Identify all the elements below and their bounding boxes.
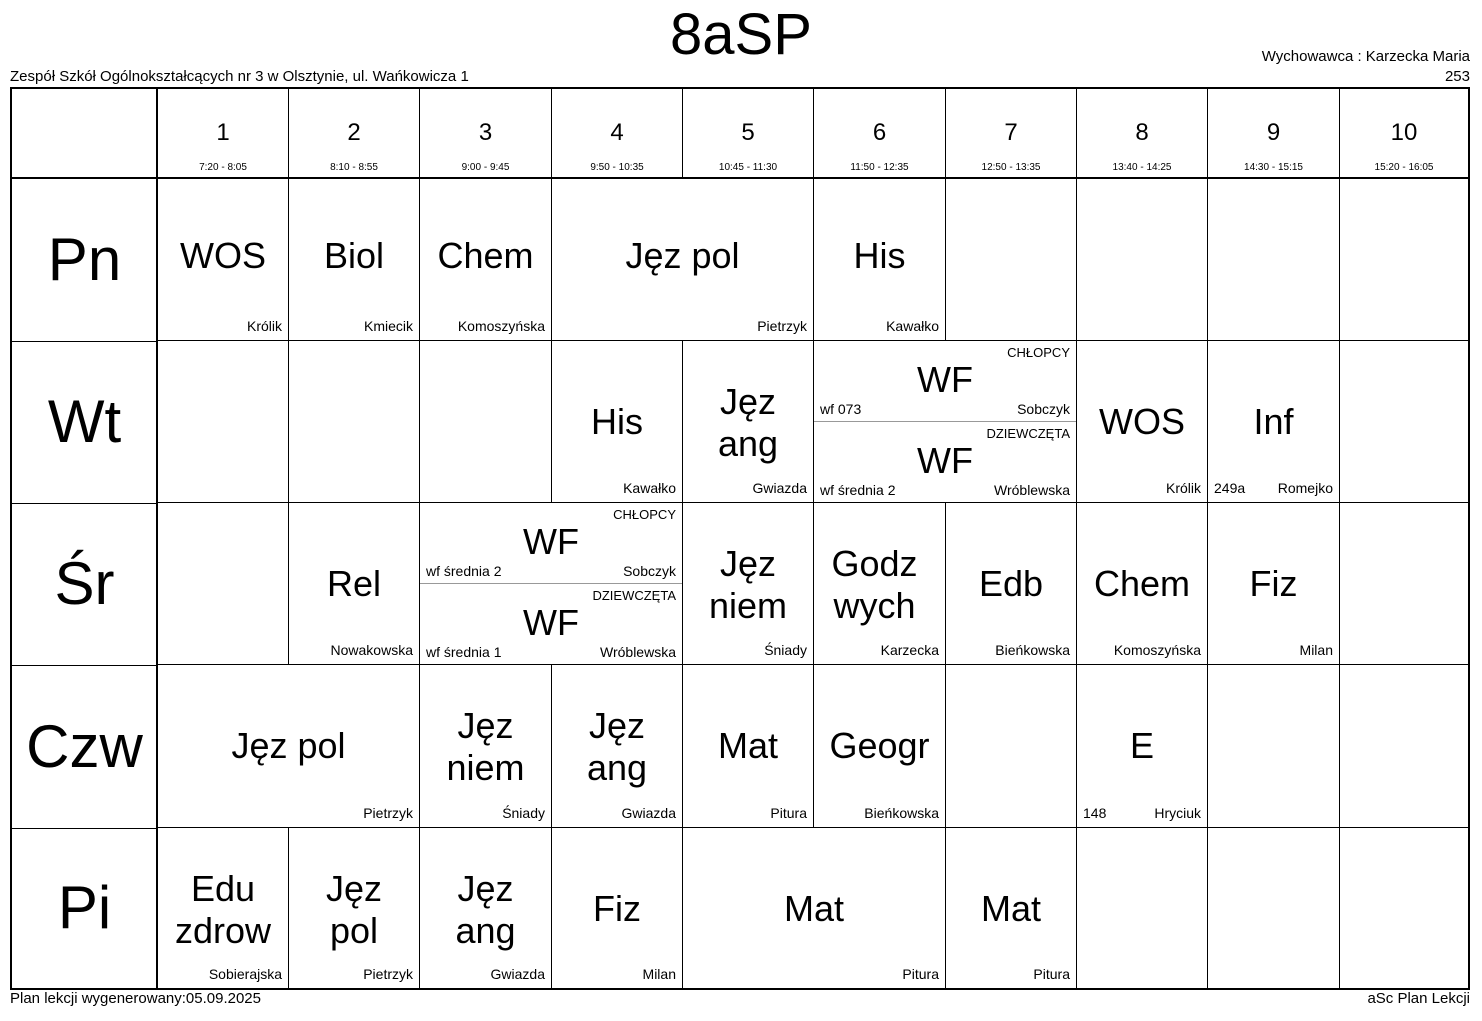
lesson-cell[interactable]	[1208, 503, 1340, 665]
split-lesson-cell[interactable]	[814, 341, 1077, 503]
period-number: 3	[478, 119, 493, 146]
lesson-subject: E	[1129, 725, 1154, 766]
period-header	[289, 89, 420, 177]
lesson-room: 148	[1083, 805, 1107, 821]
lesson-teacher: Komoszyńska	[457, 318, 545, 334]
empty-cell	[420, 341, 552, 503]
lesson-teacher: Wróblewska	[600, 644, 676, 660]
lesson-teacher: Królik	[1165, 480, 1201, 496]
empty-cell	[1208, 828, 1340, 988]
period-header	[1340, 89, 1468, 177]
generated-date: Plan lekcji wygenerowany:05.09.2025	[10, 990, 261, 1007]
lesson-teacher: Kawałko	[886, 318, 939, 334]
lesson-cell[interactable]	[814, 503, 946, 665]
empty-cell	[1208, 665, 1340, 828]
lesson-subject: Jęz pol	[231, 725, 346, 766]
lesson-cell[interactable]	[552, 828, 683, 988]
lesson-cell[interactable]	[814, 179, 946, 341]
period-number: 2	[347, 119, 361, 146]
empty-cell	[1340, 341, 1468, 503]
lesson-teacher: Gwiazda	[621, 805, 676, 821]
empty-cell	[946, 179, 1077, 341]
day-label: Pi	[57, 874, 112, 941]
lesson-teacher: Nowakowska	[330, 642, 413, 658]
empty-cell	[1340, 503, 1468, 665]
lesson-teacher: Gwiazda	[752, 480, 807, 496]
lesson-teacher: Bieńkowska	[864, 805, 939, 821]
lesson-teacher: Sobczyk	[1017, 401, 1070, 417]
period-header	[1208, 89, 1340, 177]
period-header	[683, 89, 814, 177]
period-time: 12:50 - 13:35	[981, 162, 1041, 173]
lesson-cell[interactable]	[289, 828, 420, 988]
empty-cell	[1340, 665, 1468, 828]
lesson-subject: WOS	[1099, 401, 1185, 442]
lesson-cell[interactable]	[683, 665, 814, 828]
lesson-subject: Biol	[323, 235, 385, 276]
brand-label: aSc Plan Lekcji	[1367, 990, 1470, 1007]
lesson-group-boys[interactable]	[814, 341, 1076, 421]
lesson-cell[interactable]	[158, 828, 289, 988]
lesson-teacher: Gwiazda	[490, 966, 545, 982]
empty-cell	[1340, 828, 1468, 988]
lesson-cell[interactable]	[683, 828, 946, 988]
empty-cell	[1077, 179, 1208, 341]
lesson-room: wf średnia 2	[426, 563, 502, 579]
period-header	[946, 89, 1077, 177]
lesson-cell[interactable]	[1077, 341, 1208, 503]
lesson-group: DZIEWCZĘTA	[592, 588, 676, 603]
period-header	[552, 89, 683, 177]
period-time: 7:20 - 8:05	[199, 162, 247, 173]
lesson-teacher: Sobierajska	[208, 966, 282, 982]
school-name: Zespół Szkół Ogólnokształcących nr 3 w Olsztynie, ul. Wańkowicza 1	[10, 68, 469, 85]
lesson-teacher: Sobczyk	[623, 563, 676, 579]
period-time: 10:45 - 11:30	[718, 162, 778, 173]
lesson-group: CHŁOPCY	[613, 507, 676, 522]
lesson-teacher: Karzecka	[880, 642, 939, 658]
lesson-subject: Geogr	[829, 725, 930, 766]
period-number: 10	[1390, 119, 1418, 146]
empty-cell	[158, 503, 289, 665]
day-label: Pn	[47, 226, 122, 293]
lesson-cell[interactable]	[289, 179, 420, 341]
row-divider	[12, 341, 158, 342]
lesson-subject: WF	[523, 521, 579, 562]
lesson-cell[interactable]	[946, 503, 1077, 665]
lesson-teacher: Pitura	[770, 805, 807, 821]
lesson-cell[interactable]	[420, 828, 552, 988]
lesson-cell[interactable]	[1077, 665, 1208, 828]
lesson-group: DZIEWCZĘTA	[986, 426, 1070, 441]
lesson-subject: WOS	[180, 235, 266, 276]
lesson-subject: Fiz	[1249, 563, 1298, 604]
lesson-teacher: Bieńkowska	[995, 642, 1070, 658]
lesson-subject: His	[591, 401, 643, 442]
period-header	[814, 89, 946, 177]
period-time: 9:50 - 10:35	[590, 162, 644, 173]
period-time: 11:50 - 12:35	[850, 162, 909, 173]
timetable-grid	[10, 87, 1470, 990]
lesson-cell[interactable]	[683, 503, 814, 665]
lesson-teacher: Romejko	[1277, 480, 1333, 496]
lesson-subject: Inf	[1253, 401, 1294, 442]
lesson-room: wf średnia 1	[426, 644, 502, 660]
row-divider	[12, 665, 158, 666]
lesson-subject: Jęz niem	[708, 543, 788, 626]
period-time: 13:40 - 14:25	[1112, 162, 1172, 173]
lesson-cell[interactable]	[1077, 503, 1208, 665]
lesson-cell[interactable]	[552, 665, 683, 828]
lesson-room: wf średnia 2	[820, 482, 896, 498]
lesson-teacher: Pietrzyk	[363, 966, 413, 982]
lesson-cell[interactable]	[289, 503, 420, 665]
lesson-cell[interactable]	[683, 341, 814, 503]
lesson-subject: His	[853, 235, 906, 276]
lesson-teacher: Pitura	[1033, 966, 1070, 982]
lesson-subject: Chem	[1093, 563, 1191, 604]
lesson-room: 249a	[1214, 480, 1246, 496]
row-divider	[12, 503, 158, 504]
lesson-teacher: Śniady	[502, 805, 545, 821]
split-lesson-cell[interactable]	[420, 503, 683, 665]
day-label: Wt	[47, 388, 122, 455]
lesson-teacher: Milan	[642, 966, 676, 982]
lesson-cell[interactable]	[1208, 341, 1340, 503]
period-header	[158, 89, 289, 177]
lesson-subject: Edb	[978, 563, 1044, 604]
homeroom-room: 253	[1444, 68, 1470, 85]
lesson-cell[interactable]	[552, 179, 814, 341]
period-number: 8	[1135, 119, 1149, 146]
lesson-teacher: Królik	[246, 318, 282, 334]
lesson-cell[interactable]	[158, 179, 289, 341]
empty-cell	[289, 341, 420, 503]
lesson-cell[interactable]	[420, 665, 552, 828]
lesson-subject: Mat	[980, 888, 1041, 929]
lesson-teacher: Pietrzyk	[363, 805, 413, 821]
lesson-subject: Jęz pol	[625, 235, 740, 276]
lesson-subject: WF	[917, 440, 973, 481]
lesson-subject: Chem	[437, 235, 534, 276]
lesson-teacher: Kawałko	[623, 480, 676, 496]
lesson-cell[interactable]	[420, 179, 552, 341]
period-header	[1077, 89, 1208, 177]
empty-cell	[1077, 828, 1208, 988]
lesson-group-girls[interactable]	[814, 422, 1076, 502]
empty-cell	[1340, 179, 1468, 341]
period-time: 9:00 - 9:45	[461, 162, 510, 173]
lesson-teacher: Komoszyńska	[1113, 642, 1201, 658]
lesson-cell[interactable]	[552, 341, 683, 503]
lesson-subject: Jęz pol	[325, 868, 383, 951]
day-label: Śr	[54, 550, 115, 617]
lesson-group-girls[interactable]	[420, 584, 682, 664]
period-number: 6	[872, 119, 887, 146]
period-number: 4	[610, 119, 624, 146]
lesson-cell[interactable]	[814, 665, 946, 828]
lesson-teacher: Wróblewska	[994, 482, 1070, 498]
period-header	[420, 89, 552, 177]
class-title: 8aSP	[670, 2, 812, 67]
lesson-teacher: Śniady	[764, 642, 807, 658]
lesson-subject: Godz wych	[831, 543, 918, 626]
lesson-teacher: Pietrzyk	[757, 318, 807, 334]
lesson-subject: WF	[523, 602, 579, 643]
lesson-subject: Jęz ang	[586, 705, 648, 788]
homeroom-teacher: Wychowawca : Karzecka Maria	[1261, 48, 1470, 65]
lesson-subject: Jęz ang	[455, 868, 516, 951]
period-number: 7	[1004, 119, 1018, 146]
lesson-group-boys[interactable]	[420, 503, 682, 583]
lesson-subject: Rel	[326, 563, 382, 604]
day-label: Czw	[26, 713, 143, 780]
lesson-cell[interactable]	[946, 828, 1077, 988]
lesson-subject: Edu zdrow	[174, 868, 272, 951]
lesson-subject: WF	[917, 359, 973, 400]
lesson-subject: Jęz niem	[446, 705, 525, 788]
lesson-cell[interactable]	[158, 665, 420, 828]
period-number: 5	[741, 119, 755, 146]
lesson-subject: Mat	[783, 888, 844, 929]
row-divider	[12, 828, 158, 829]
empty-cell	[946, 665, 1077, 828]
period-number: 9	[1266, 119, 1281, 146]
period-time: 15:20 - 16:05	[1374, 162, 1434, 173]
lesson-teacher: Milan	[1299, 642, 1333, 658]
lesson-subject: Fiz	[593, 888, 641, 929]
period-time: 14:30 - 15:15	[1244, 162, 1303, 173]
empty-cell	[158, 341, 289, 503]
empty-cell	[1208, 179, 1340, 341]
lesson-teacher: Pitura	[902, 966, 939, 982]
lesson-teacher: Hryciuk	[1154, 805, 1201, 821]
period-number: 1	[216, 119, 230, 146]
lesson-subject: Mat	[717, 725, 778, 766]
period-time: 8:10 - 8:55	[330, 162, 378, 173]
lesson-subject: Jęz ang	[717, 381, 779, 464]
lesson-room: wf 073	[820, 401, 862, 417]
lesson-group: CHŁOPCY	[1007, 345, 1070, 360]
lesson-teacher: Kmiecik	[363, 318, 413, 334]
